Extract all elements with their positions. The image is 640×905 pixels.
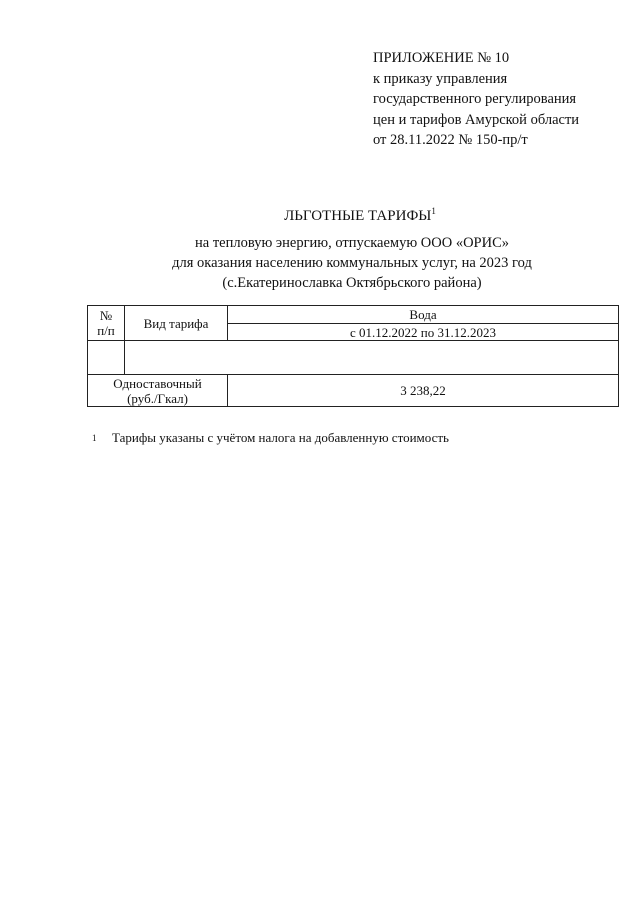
header-group-cell: Вода <box>228 306 619 324</box>
table-header-row <box>88 306 619 324</box>
header-kind-cell: Вид тарифа <box>125 306 228 341</box>
document-subtitle <box>0 233 640 293</box>
table-row <box>88 375 619 407</box>
appendix-line-4: цен и тарифов Амурской области <box>373 111 580 128</box>
tariff-kind-cell: Одноставочный (руб./Гкал) <box>88 375 228 407</box>
subtitle-line-2: для оказания населению коммунальных услуг, на 2023 год <box>172 255 532 271</box>
empty-span-cell <box>125 341 619 375</box>
title-footnote-mark: 1 <box>431 206 436 216</box>
document-title <box>0 201 640 226</box>
appendix-line-5: от 28.11.2022 № 150-пр/т <box>373 132 528 148</box>
footnote <box>92 430 449 446</box>
footnote-mark: 1 <box>92 433 97 443</box>
footnote-text: Тарифы указаны с учётом налога на добавленную стоимость <box>112 430 449 445</box>
appendix-line-1: ПРИЛОЖЕНИЕ № 10 <box>373 50 510 66</box>
title-heading <box>284 201 436 226</box>
tariff-table <box>87 305 619 407</box>
empty-number-cell <box>88 341 125 375</box>
appendix-block <box>373 48 579 151</box>
header-period-cell: с 01.12.2022 по 31.12.2023 <box>228 324 619 341</box>
subtitle-line-1: на тепловую энергию, отпускаемую ООО «ОРИС» <box>195 235 509 251</box>
tariff-value-cell: 3 238,22 <box>228 375 619 407</box>
appendix-line-2: к приказу управления <box>373 70 508 87</box>
header-number-cell: № п/п <box>88 306 125 341</box>
title-heading-text: ЛЬГОТНЫЕ ТАРИФЫ <box>284 208 432 224</box>
table-empty-row <box>88 341 619 375</box>
subtitle-line-3: (с.Екатеринославка Октябрьского района) <box>222 275 482 291</box>
appendix-line-3: государственного регулирования <box>373 91 577 107</box>
